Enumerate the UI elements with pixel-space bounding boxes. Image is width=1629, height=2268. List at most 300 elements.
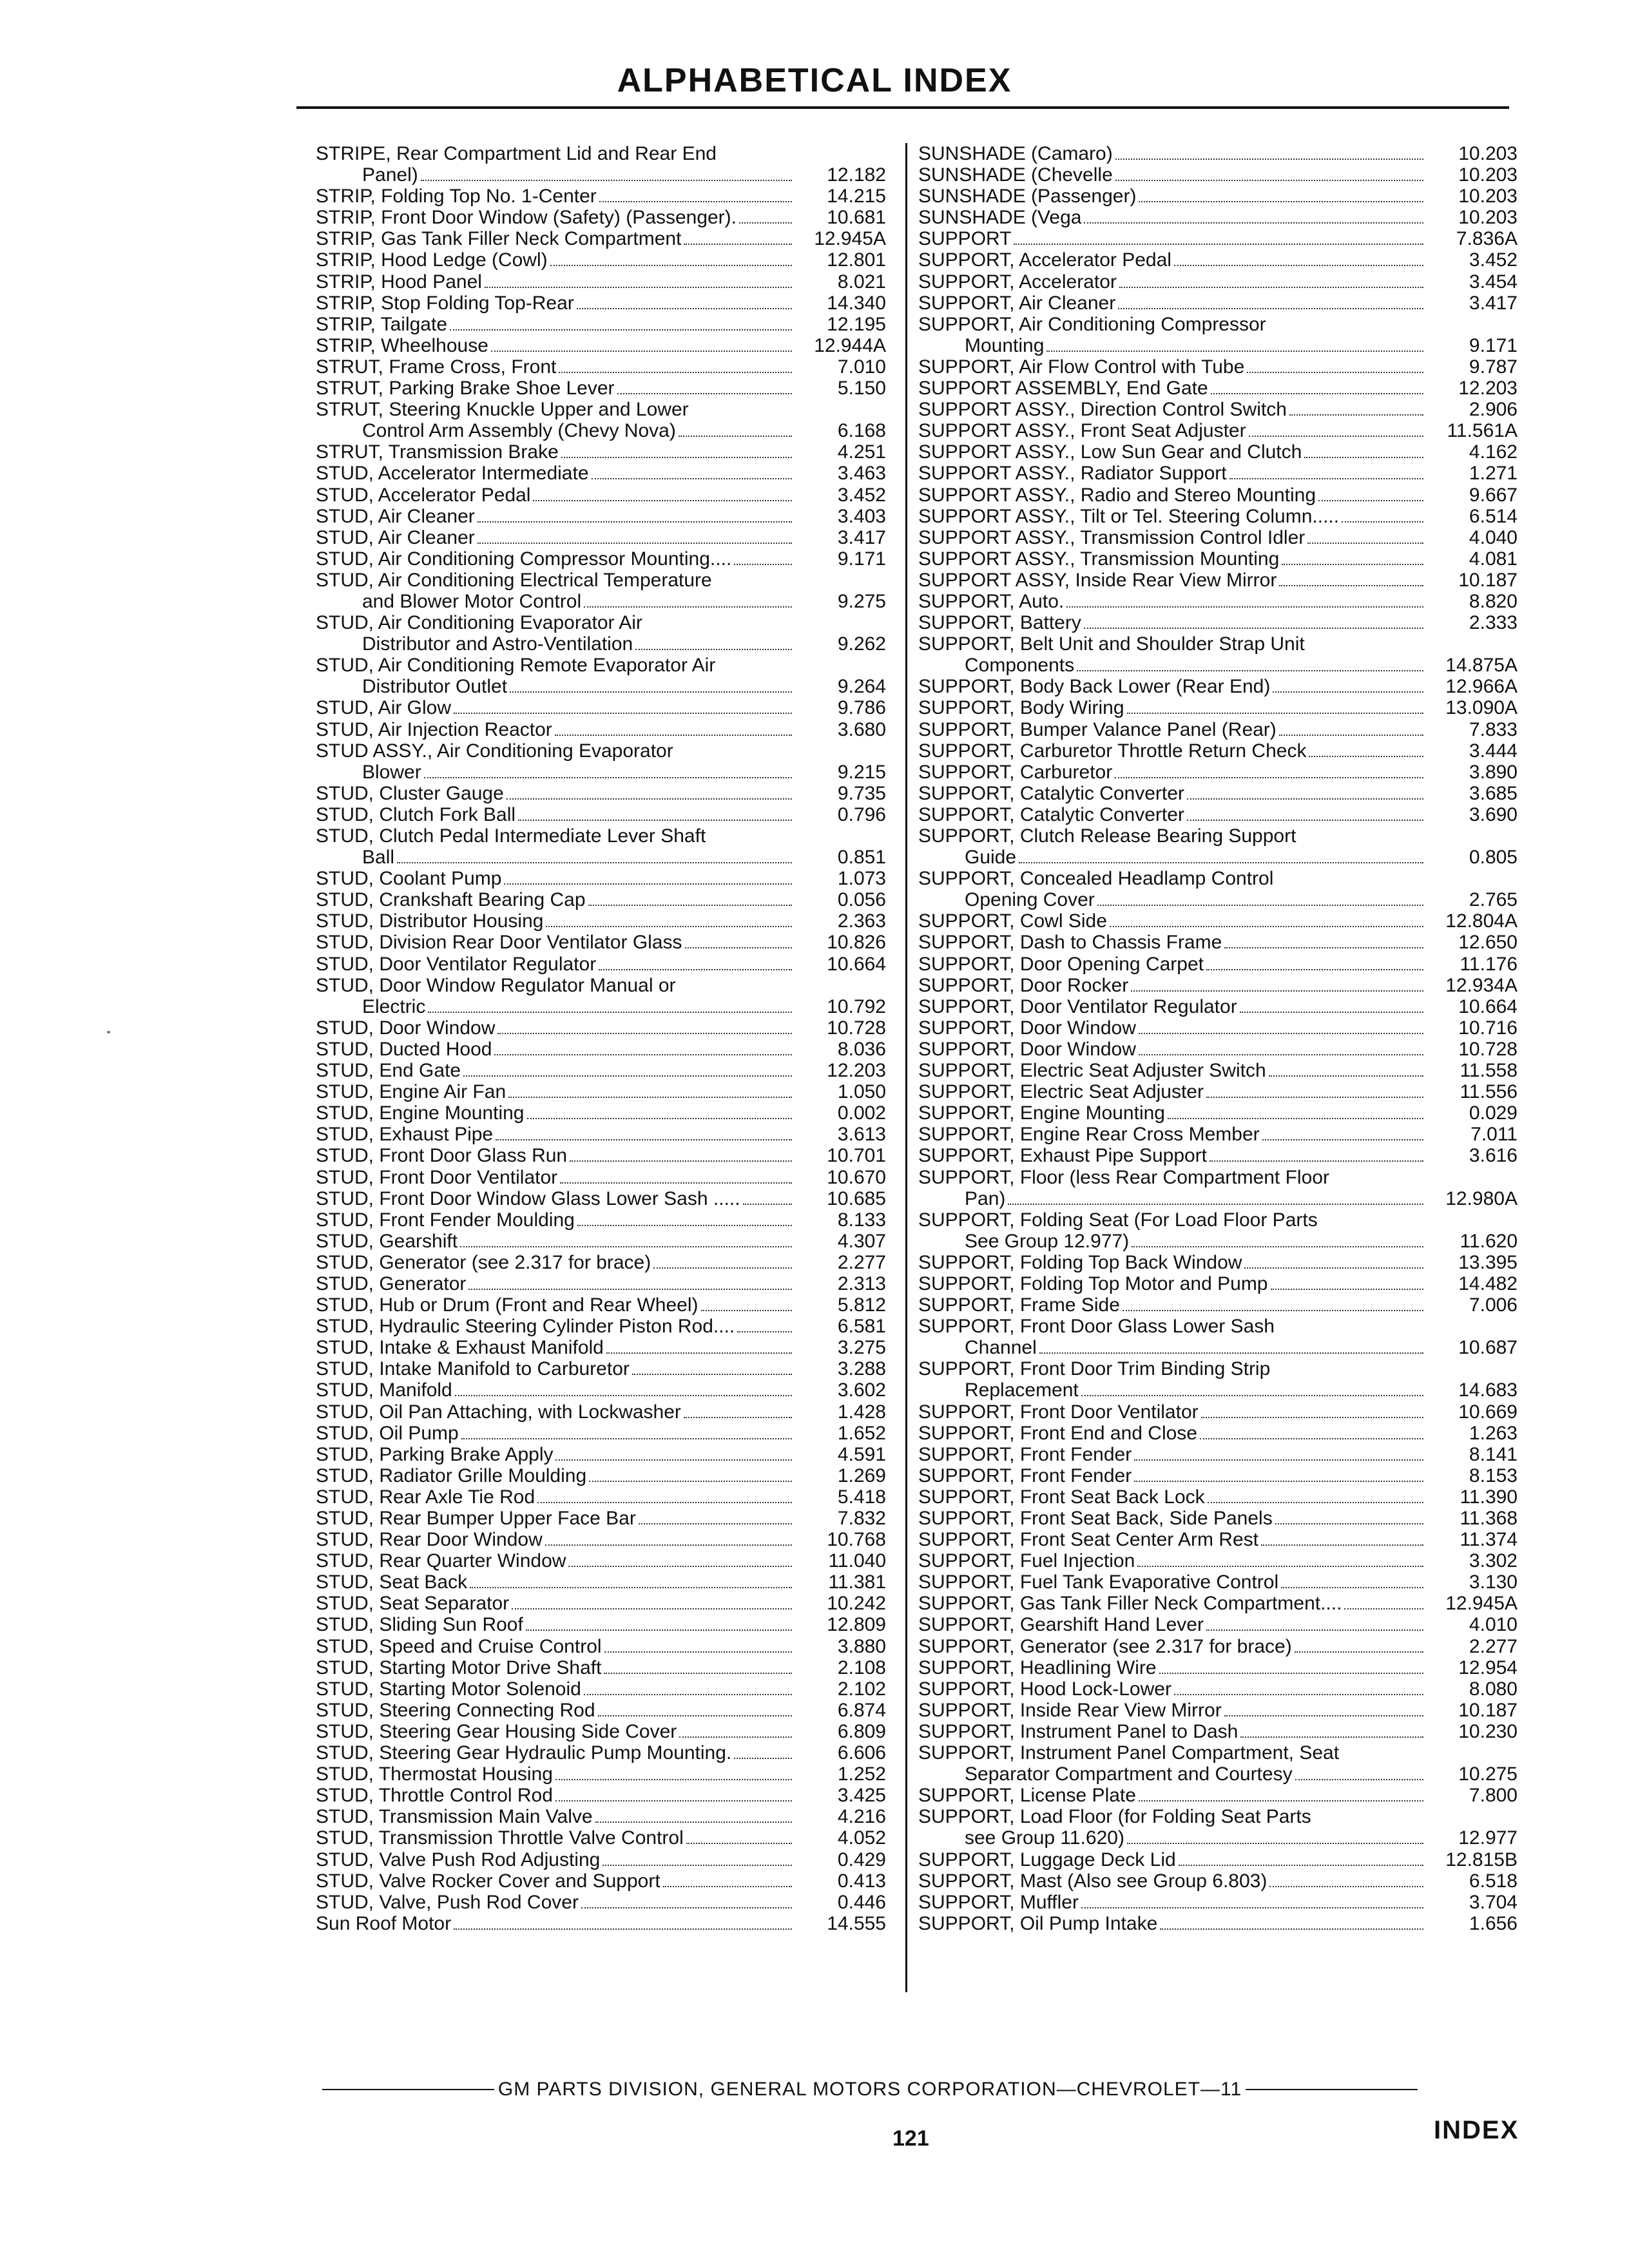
index-entry bbox=[918, 1081, 1518, 1102]
index-entry bbox=[918, 1444, 1518, 1465]
entry-text: SUPPORT, Generator (see 2.317 for brace) bbox=[918, 1635, 1292, 1657]
entry-line bbox=[316, 1231, 886, 1252]
entry-text: STRUT, Transmission Brake bbox=[316, 441, 559, 463]
entry-continuation-line bbox=[918, 1827, 1518, 1849]
entry-line bbox=[918, 207, 1518, 228]
entry-line bbox=[316, 1039, 886, 1060]
index-entry bbox=[316, 825, 886, 868]
entry-text: SUPPORT, Load Floor (for Folding Seat Parts bbox=[918, 1806, 1311, 1828]
dot-leader bbox=[508, 1097, 792, 1098]
dot-leader bbox=[1342, 521, 1423, 523]
entry-reference-number: 8.820 bbox=[1469, 590, 1518, 612]
entry-text: STUD, Sliding Sun Roof bbox=[316, 1614, 523, 1636]
entry-reference-number: 10.203 bbox=[1458, 207, 1518, 229]
entry-text: STUD, Valve Push Rod Adjusting bbox=[316, 1849, 601, 1870]
entry-text: STUD, Parking Brake Apply bbox=[316, 1443, 554, 1465]
entry-text: Electric bbox=[362, 995, 426, 1017]
entry-text: SUPPORT ASSY., Radiator Support bbox=[918, 463, 1227, 485]
entry-text: Ball bbox=[362, 847, 395, 869]
index-entry bbox=[316, 1827, 886, 1849]
entry-text: STUD, Coolant Pump bbox=[316, 868, 502, 890]
entry-line bbox=[918, 1913, 1518, 1934]
entry-text: SUPPORT ASSY., Transmission Mounting bbox=[918, 548, 1280, 570]
index-entry bbox=[918, 1892, 1518, 1913]
entry-line bbox=[918, 719, 1518, 740]
entry-line bbox=[918, 1614, 1518, 1635]
entry-reference-number: 11.381 bbox=[828, 1571, 886, 1593]
entry-text: SUPPORT ASSY., Transmission Control Idler bbox=[918, 526, 1306, 548]
index-entry bbox=[918, 463, 1518, 484]
entry-reference-number: 11.558 bbox=[1460, 1060, 1518, 1082]
dot-leader bbox=[743, 1204, 792, 1205]
entry-reference-number: 7.800 bbox=[1469, 1785, 1518, 1807]
entry-line bbox=[918, 1870, 1518, 1892]
entry-text: STRIP, Stop Folding Top-Rear bbox=[316, 292, 574, 314]
index-entry bbox=[918, 1806, 1518, 1849]
entry-text: STRIP, Hood Panel bbox=[316, 271, 482, 293]
entry-reference-number: 11.374 bbox=[1460, 1529, 1518, 1551]
index-entry bbox=[918, 1167, 1518, 1209]
dot-leader bbox=[491, 351, 792, 352]
entry-reference-number: 10.203 bbox=[1458, 143, 1518, 164]
index-entry bbox=[918, 1571, 1518, 1593]
index-entry bbox=[316, 612, 886, 655]
entry-text: STUD, Rear Quarter Window bbox=[316, 1550, 566, 1572]
entry-continuation-line bbox=[918, 335, 1518, 356]
entry-text: SUPPORT ASSY., Front Seat Adjuster bbox=[918, 420, 1246, 442]
entry-text: STUD, Door Ventilator Regulator bbox=[316, 953, 597, 975]
entry-reference-number: 3.463 bbox=[837, 463, 886, 485]
entry-text: STUD, Seat Separator bbox=[316, 1593, 510, 1615]
dot-leader bbox=[1132, 1246, 1423, 1247]
entry-reference-number: 3.288 bbox=[837, 1358, 886, 1380]
entry-text: STUD, Door Window Regulator Manual or bbox=[316, 974, 676, 996]
entry-continuation-line bbox=[918, 889, 1518, 910]
entry-reference-number: 9.787 bbox=[1469, 356, 1518, 378]
entry-line bbox=[918, 186, 1518, 207]
dot-leader bbox=[1081, 1907, 1423, 1908]
entry-text: STUD, Front Door Ventilator bbox=[316, 1166, 558, 1188]
dot-leader bbox=[455, 1395, 792, 1396]
entry-line bbox=[316, 612, 886, 633]
entry-reference-number: 1.269 bbox=[837, 1465, 886, 1486]
entry-text: SUPPORT ASSY., Radio and Stereo Mounting bbox=[918, 484, 1316, 506]
entry-text: STUD, Exhaust Pipe bbox=[316, 1124, 494, 1146]
entry-continuation-line bbox=[918, 1337, 1518, 1358]
entry-line bbox=[316, 1678, 886, 1700]
dot-leader bbox=[570, 1160, 792, 1162]
entry-line bbox=[316, 441, 886, 463]
entry-text: STUD, Steering Connecting Rod bbox=[316, 1699, 595, 1721]
entry-reference-number: 11.620 bbox=[1460, 1230, 1518, 1252]
entry-text: SUPPORT, Mast (Also see Group 6.803) bbox=[918, 1870, 1268, 1892]
index-entry bbox=[316, 910, 886, 932]
dot-leader bbox=[460, 1246, 792, 1247]
index-entry bbox=[918, 164, 1518, 186]
entry-text: STUD, Front Door Window Glass Lower Sash ..... bbox=[316, 1187, 740, 1209]
dot-leader bbox=[1318, 500, 1423, 501]
entry-text: and Blower Motor Control bbox=[362, 590, 582, 612]
entry-reference-number: 0.851 bbox=[837, 847, 886, 869]
entry-reference-number: 10.716 bbox=[1458, 1017, 1518, 1039]
entry-text: STUD, Front Fender Moulding bbox=[316, 1209, 575, 1231]
dot-leader bbox=[581, 1907, 792, 1908]
dot-leader bbox=[527, 1118, 793, 1119]
entry-text: SUPPORT, Air Cleaner bbox=[918, 292, 1116, 314]
entry-reference-number: 12.801 bbox=[827, 249, 886, 271]
index-entry bbox=[316, 1870, 886, 1892]
entry-text: Panel) bbox=[362, 164, 418, 186]
entry-continuation-line bbox=[316, 847, 886, 868]
entry-text: SUPPORT, Folding Seat (For Load Floor Parts bbox=[918, 1209, 1318, 1231]
entry-reference-number: 10.275 bbox=[1458, 1763, 1518, 1785]
dot-leader bbox=[537, 1502, 792, 1503]
index-entry bbox=[316, 271, 886, 293]
index-entry bbox=[918, 506, 1518, 527]
index-entry bbox=[316, 1145, 886, 1166]
index-entry bbox=[316, 1571, 886, 1593]
entry-line bbox=[918, 1081, 1518, 1102]
entry-line bbox=[316, 1870, 886, 1892]
entry-line bbox=[918, 1529, 1518, 1550]
index-entry bbox=[918, 1785, 1518, 1806]
entry-text: SUPPORT, Muffler bbox=[918, 1891, 1079, 1913]
dot-leader bbox=[598, 1715, 792, 1716]
entry-reference-number: 2.102 bbox=[837, 1678, 886, 1700]
entry-reference-number: 2.313 bbox=[837, 1273, 886, 1294]
entry-line bbox=[918, 441, 1518, 463]
entry-reference-number: 3.302 bbox=[1469, 1550, 1518, 1572]
entry-reference-number: 1.263 bbox=[1469, 1422, 1518, 1444]
entry-line bbox=[918, 1636, 1518, 1657]
dot-leader bbox=[604, 1651, 792, 1653]
entry-reference-number: 0.796 bbox=[837, 803, 886, 825]
index-entry bbox=[316, 1721, 886, 1742]
entry-text: SUPPORT, Auto. bbox=[918, 590, 1065, 612]
entry-reference-number: 12.944A bbox=[814, 334, 886, 356]
entry-reference-number: 3.685 bbox=[1469, 782, 1518, 804]
entry-reference-number: 3.690 bbox=[1469, 803, 1518, 825]
dot-leader bbox=[560, 1182, 792, 1184]
entry-text: SUPPORT, Fuel Tank Evaporative Control bbox=[918, 1571, 1279, 1593]
entry-text: SUPPORT, Gearshift Hand Lever bbox=[918, 1614, 1204, 1636]
index-entry bbox=[918, 1550, 1518, 1571]
entry-reference-number: 11.556 bbox=[1460, 1081, 1518, 1103]
entry-text: Replacement bbox=[965, 1379, 1079, 1401]
entry-line bbox=[316, 1423, 886, 1444]
dot-leader bbox=[1262, 1139, 1423, 1140]
entry-line bbox=[316, 271, 886, 293]
dot-leader bbox=[468, 1289, 792, 1290]
dot-leader bbox=[588, 905, 792, 906]
dot-leader bbox=[1279, 585, 1423, 586]
dot-leader bbox=[1273, 691, 1423, 693]
entry-reference-number: 10.687 bbox=[1458, 1337, 1518, 1359]
entry-reference-number: 14.555 bbox=[827, 1912, 886, 1934]
entry-reference-number: 10.826 bbox=[827, 932, 886, 954]
index-entry bbox=[918, 612, 1518, 633]
entry-text: SUNSHADE (Chevelle bbox=[918, 164, 1113, 186]
entry-line bbox=[316, 910, 886, 932]
entry-line bbox=[918, 954, 1518, 975]
entry-line bbox=[918, 249, 1518, 271]
entry-text: STUD, Rear Axle Tie Rod bbox=[316, 1486, 535, 1508]
entry-text: STRIP, Hood Ledge (Cowl) bbox=[316, 249, 548, 271]
entry-text: STUD, Transmission Main Valve bbox=[316, 1806, 593, 1828]
entry-line bbox=[316, 1316, 886, 1337]
entry-text: STUD, Intake & Exhaust Manifold bbox=[316, 1337, 604, 1359]
dot-leader bbox=[454, 1928, 792, 1930]
entry-text: STUD, Speed and Cruise Control bbox=[316, 1635, 602, 1657]
entry-reference-number: 12.203 bbox=[1458, 378, 1518, 399]
entry-reference-number: 10.792 bbox=[827, 995, 886, 1017]
entry-text: SUPPORT, Instrument Panel Compartment, Seat bbox=[918, 1742, 1340, 1764]
entry-text: Distributor Outlet bbox=[362, 676, 508, 698]
entry-line bbox=[918, 1721, 1518, 1742]
entry-reference-number: 1.271 bbox=[1469, 463, 1518, 485]
dot-leader bbox=[545, 1544, 792, 1546]
entry-reference-number: 10.768 bbox=[827, 1529, 886, 1551]
entry-reference-number: 3.454 bbox=[1469, 271, 1518, 293]
entry-line bbox=[918, 910, 1518, 932]
entry-text: STUD, Seat Back bbox=[316, 1571, 468, 1593]
entry-reference-number: 7.010 bbox=[837, 356, 886, 378]
index-entry bbox=[918, 1849, 1518, 1870]
entry-line bbox=[918, 1508, 1518, 1529]
entry-text: SUPPORT, Folding Top Motor and Pump bbox=[918, 1273, 1268, 1294]
dot-leader bbox=[1127, 713, 1423, 714]
entry-reference-number: 11.561A bbox=[1447, 420, 1518, 442]
entry-text: STUD, Air Glow bbox=[316, 697, 452, 719]
entry-line bbox=[918, 612, 1518, 633]
index-entry bbox=[316, 1913, 886, 1934]
index-entry bbox=[316, 1167, 886, 1188]
entry-line bbox=[918, 271, 1518, 293]
entry-line bbox=[316, 1167, 886, 1188]
dot-leader bbox=[584, 1694, 792, 1695]
dot-leader bbox=[1077, 670, 1423, 671]
entry-line bbox=[316, 527, 886, 548]
dot-leader bbox=[477, 521, 792, 523]
entry-reference-number: 1.652 bbox=[837, 1422, 886, 1444]
entry-reference-number: 6.606 bbox=[837, 1742, 886, 1764]
dot-leader bbox=[679, 436, 792, 437]
entry-reference-number: 4.081 bbox=[1469, 548, 1518, 570]
entry-text: STRIPE, Rear Compartment Lid and Rear End bbox=[316, 143, 717, 164]
entry-reference-number: 3.613 bbox=[837, 1124, 886, 1146]
entry-text: STRUT, Parking Brake Shoe Lever bbox=[316, 378, 615, 399]
entry-line bbox=[918, 697, 1518, 718]
index-entry bbox=[316, 1401, 886, 1423]
entry-line bbox=[316, 1571, 886, 1593]
entry-reference-number: 14.683 bbox=[1458, 1379, 1518, 1401]
entry-reference-number: 10.203 bbox=[1458, 186, 1518, 207]
entry-text: STUD, Thermostat Housing bbox=[316, 1763, 553, 1785]
index-entry bbox=[316, 932, 886, 953]
entry-text: STUD, Accelerator Pedal bbox=[316, 484, 531, 506]
dot-leader bbox=[684, 244, 792, 245]
index-entry bbox=[918, 1529, 1518, 1550]
dot-leader bbox=[1019, 862, 1423, 863]
dot-leader bbox=[546, 926, 792, 927]
dot-leader bbox=[595, 1821, 792, 1823]
entry-text: SUPPORT, Body Back Lower (Rear End) bbox=[918, 676, 1271, 698]
entry-reference-number: 12.203 bbox=[827, 1060, 886, 1082]
index-entry bbox=[316, 975, 886, 1017]
dot-leader bbox=[477, 543, 792, 544]
entry-text: SUPPORT bbox=[918, 228, 1012, 250]
dot-leader bbox=[617, 393, 792, 394]
entry-text: SUPPORT, Front Seat Back, Side Panels bbox=[918, 1508, 1273, 1529]
entry-continuation-line bbox=[316, 164, 886, 186]
index-entry bbox=[918, 697, 1518, 718]
entry-line bbox=[918, 1849, 1518, 1870]
index-entry bbox=[918, 399, 1518, 420]
entry-text: STUD, Starting Motor Solenoid bbox=[316, 1678, 581, 1700]
dot-leader bbox=[506, 798, 792, 800]
dot-leader bbox=[533, 500, 792, 501]
index-entry bbox=[918, 356, 1518, 378]
index-entry bbox=[918, 1913, 1518, 1934]
dot-leader bbox=[577, 1225, 792, 1226]
index-entry bbox=[316, 783, 886, 804]
index-entry bbox=[316, 1593, 886, 1614]
index-entry bbox=[918, 1742, 1518, 1785]
entry-reference-number: 6.168 bbox=[837, 420, 886, 442]
entry-line bbox=[918, 164, 1518, 186]
entry-text: SUPPORT, Belt Unit and Shoulder Strap Unit bbox=[918, 633, 1305, 655]
entry-text: SUPPORT, Headlining Wire bbox=[918, 1657, 1157, 1678]
entry-line bbox=[918, 1252, 1518, 1273]
dot-leader bbox=[737, 1331, 792, 1332]
index-entry bbox=[918, 1870, 1518, 1892]
entry-reference-number: 5.812 bbox=[837, 1294, 886, 1316]
dot-leader bbox=[1249, 436, 1423, 437]
entry-line bbox=[316, 548, 886, 570]
entry-line bbox=[316, 1806, 886, 1827]
entry-line bbox=[918, 1550, 1518, 1571]
entry-text: SUPPORT, Catalytic Converter bbox=[918, 782, 1184, 804]
entry-reference-number: 14.340 bbox=[827, 292, 886, 314]
dot-leader bbox=[568, 1566, 792, 1567]
entry-reference-number: 11.040 bbox=[828, 1550, 886, 1572]
entry-line bbox=[316, 1763, 886, 1785]
dot-leader bbox=[599, 969, 792, 970]
entry-text: SUPPORT, Exhaust Pipe Support bbox=[918, 1145, 1208, 1167]
entry-reference-number: 10.230 bbox=[1458, 1720, 1518, 1742]
entry-reference-number: 9.275 bbox=[837, 590, 886, 612]
entry-reference-number: 3.452 bbox=[837, 484, 886, 506]
entry-line bbox=[316, 399, 886, 420]
entry-text: STUD, Air Cleaner bbox=[316, 526, 475, 548]
entry-reference-number: 3.275 bbox=[837, 1337, 886, 1359]
entry-line bbox=[918, 1657, 1518, 1678]
entry-text: STUD, Distributor Housing bbox=[316, 910, 544, 932]
entry-text: STUD, Generator (see 2.317 for brace) bbox=[316, 1251, 651, 1273]
entry-line bbox=[316, 570, 886, 591]
entry-line bbox=[316, 655, 886, 676]
entry-text: Components bbox=[965, 655, 1075, 677]
index-entry bbox=[918, 1358, 1518, 1401]
entry-text: See Group 12.977) bbox=[965, 1230, 1130, 1252]
index-entry bbox=[316, 954, 886, 975]
entry-reference-number: 4.216 bbox=[837, 1806, 886, 1828]
index-entry bbox=[918, 1593, 1518, 1614]
entry-line bbox=[316, 1785, 886, 1806]
entry-line bbox=[918, 1700, 1518, 1721]
entry-text: SUPPORT, Body Wiring bbox=[918, 697, 1124, 719]
index-entry bbox=[316, 1039, 886, 1060]
dot-leader bbox=[555, 735, 792, 736]
entry-text: SUPPORT, Battery bbox=[918, 612, 1081, 634]
entry-line bbox=[918, 633, 1518, 655]
entry-line bbox=[316, 868, 886, 889]
index-entry bbox=[316, 1508, 886, 1529]
dot-leader bbox=[555, 1459, 792, 1461]
index-entry bbox=[918, 1721, 1518, 1742]
entry-text: SUPPORT ASSEMBLY, End Gate bbox=[918, 378, 1208, 399]
index-entry bbox=[918, 910, 1518, 932]
entry-reference-number: 3.880 bbox=[837, 1635, 886, 1657]
index-entry bbox=[918, 249, 1518, 271]
index-entry bbox=[918, 228, 1518, 249]
entry-line bbox=[316, 1337, 886, 1358]
entry-line bbox=[918, 1102, 1518, 1124]
entry-text: SUPPORT, Carburetor Throttle Return Check bbox=[918, 740, 1307, 762]
index-entry bbox=[918, 548, 1518, 570]
index-entry bbox=[918, 954, 1518, 975]
dot-leader bbox=[701, 1310, 793, 1311]
entry-reference-number: 12.966A bbox=[1445, 676, 1518, 698]
entry-reference-number: 12.945A bbox=[1445, 1593, 1518, 1615]
index-entry bbox=[918, 825, 1518, 868]
entry-reference-number: 3.417 bbox=[1469, 292, 1518, 314]
entry-line bbox=[316, 889, 886, 910]
entry-line bbox=[316, 356, 886, 378]
entry-reference-number: 2.333 bbox=[1469, 612, 1518, 634]
entry-reference-number: 6.874 bbox=[837, 1699, 886, 1721]
entry-text: SUPPORT, Concealed Headlamp Control bbox=[918, 868, 1274, 890]
entry-text: STUD, Cluster Gauge bbox=[316, 782, 504, 804]
entry-reference-number: 2.108 bbox=[837, 1657, 886, 1678]
entry-text: SUPPORT ASSY., Low Sun Gear and Clutch bbox=[918, 441, 1302, 463]
entry-text: SUPPORT, Frame Side bbox=[918, 1294, 1120, 1316]
entry-line bbox=[316, 975, 886, 996]
index-entry bbox=[316, 889, 886, 910]
dot-leader bbox=[1159, 1673, 1423, 1674]
index-entry bbox=[316, 1700, 886, 1721]
entry-line bbox=[316, 228, 886, 249]
entry-reference-number: 10.669 bbox=[1458, 1401, 1518, 1423]
index-entry bbox=[316, 1017, 886, 1039]
entry-reference-number: 8.153 bbox=[1469, 1465, 1518, 1486]
entry-reference-number: 5.150 bbox=[837, 378, 886, 399]
entry-line bbox=[918, 548, 1518, 570]
entry-text: STUD, Manifold bbox=[316, 1379, 452, 1401]
entry-line bbox=[918, 740, 1518, 762]
entry-line bbox=[316, 1700, 886, 1721]
entry-text: STUD, Air Injection Reactor bbox=[316, 718, 552, 740]
entry-line bbox=[316, 463, 886, 484]
entry-reference-number: 12.934A bbox=[1445, 974, 1518, 996]
entry-continuation-line bbox=[918, 847, 1518, 868]
index-entry bbox=[918, 633, 1518, 676]
dot-leader bbox=[1115, 159, 1423, 160]
index-entry bbox=[316, 1252, 886, 1273]
entry-line bbox=[918, 1785, 1518, 1806]
entry-text: STUD, Hub or Drum (Front and Rear Wheel) bbox=[316, 1294, 699, 1316]
index-entry bbox=[316, 399, 886, 441]
